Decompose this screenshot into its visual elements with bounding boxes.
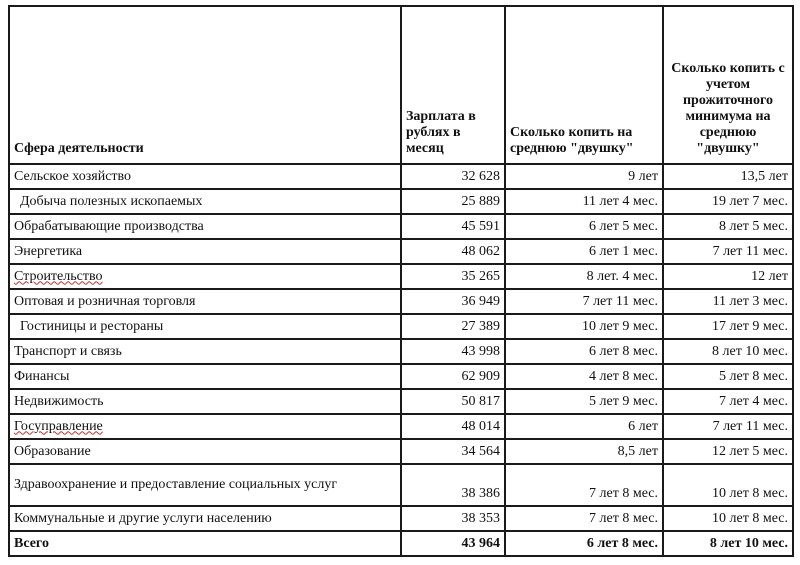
save-min-cell: 8 лет 5 мес. [663,214,793,239]
table-row [9,389,793,414]
salary-cell: 43 998 [401,339,505,364]
table-row [9,164,793,189]
save-min-cell: 10 лет 8 мес. [663,464,793,506]
salary-table [8,5,794,557]
table-row [9,414,793,439]
total-save-min: 8 лет 10 мес. [663,531,793,556]
sector-cell: Транспорт и связь [9,339,401,364]
salary-cell: 34 564 [401,439,505,464]
sector-cell: Финансы [9,364,401,389]
save-avg-cell: 8 лет. 4 мес. [505,264,663,289]
salary-cell: 45 591 [401,214,505,239]
save-avg-cell: 8,5 лет [505,439,663,464]
save-min-cell: 7 лет 11 мес. [663,239,793,264]
save-avg-cell: 5 лет 9 мес. [505,389,663,414]
sector-text-spellcheck: Госуправление [14,418,103,434]
sector-cell: Коммунальные и другие услуги населению [9,506,401,531]
sector-text-spellcheck: Строительство [14,268,103,284]
sector-cell: Сельское хозяйство [9,164,401,189]
table-row [9,239,793,264]
table-row [9,339,793,364]
save-avg-cell: 11 лет 4 мес. [505,189,663,214]
sector-cell: Добыча полезных ископаемых [9,189,401,214]
table-row [9,314,793,339]
sector-cell: Образование [9,439,401,464]
save-avg-cell: 7 лет 8 мес. [505,506,663,531]
total-save-avg: 6 лет 8 мес. [505,531,663,556]
sector-cell: Недвижимость [9,389,401,414]
table-row [9,214,793,239]
salary-cell: 25 889 [401,189,505,214]
save-min-cell: 11 лет 3 мес. [663,289,793,314]
salary-cell: 62 909 [401,364,505,389]
save-avg-cell: 6 лет 8 мес. [505,339,663,364]
sector-cell: Энергетика [9,239,401,264]
save-avg-cell: 6 лет 1 мес. [505,239,663,264]
save-avg-cell: 7 лет 11 мес. [505,289,663,314]
table-row [9,439,793,464]
total-salary: 43 964 [401,531,505,556]
sector-cell: Гостиницы и рестораны [9,314,401,339]
save-min-cell: 12 лет 5 мес. [663,439,793,464]
save-avg-cell: 6 лет 5 мес. [505,214,663,239]
table-row [9,464,793,506]
header-salary: Зарплата в рублях в месяц [401,6,505,164]
sector-cell [9,264,401,289]
save-avg-cell: 4 лет 8 мес. [505,364,663,389]
save-min-cell: 5 лет 8 мес. [663,364,793,389]
save-min-cell: 17 лет 9 мес. [663,314,793,339]
salary-cell: 48 014 [401,414,505,439]
save-avg-cell: 7 лет 8 мес. [505,464,663,506]
salary-cell: 38 353 [401,506,505,531]
save-min-cell: 8 лет 10 мес. [663,339,793,364]
sector-cell: Оптовая и розничная торговля [9,289,401,314]
salary-cell: 48 062 [401,239,505,264]
salary-cell: 27 389 [401,314,505,339]
table-row [9,364,793,389]
salary-cell: 36 949 [401,289,505,314]
save-avg-cell: 10 лет 9 мес. [505,314,663,339]
header-save-avg: Сколько копить на среднюю "двушку" [505,6,663,164]
save-min-cell: 7 лет 11 мес. [663,414,793,439]
save-min-cell: 13,5 лет [663,164,793,189]
salary-cell: 50 817 [401,389,505,414]
save-min-cell: 12 лет [663,264,793,289]
sector-cell: Обрабатывающие производства [9,214,401,239]
sector-cell [9,414,401,439]
table-row [9,506,793,531]
total-row [9,531,793,556]
table-row [9,264,793,289]
table-row [9,189,793,214]
header-save-min: Сколько копить с учетом прожиточного минимума на среднюю "двушку" [663,6,793,164]
save-min-cell: 10 лет 8 мес. [663,506,793,531]
sector-cell: Здравоохранение и предоставление социальных услуг [9,464,401,506]
save-min-cell: 19 лет 7 мес. [663,189,793,214]
salary-cell: 38 386 [401,464,505,506]
salary-cell: 32 628 [401,164,505,189]
table-row [9,289,793,314]
salary-cell: 35 265 [401,264,505,289]
total-label: Всего [9,531,401,556]
save-min-cell: 7 лет 4 мес. [663,389,793,414]
save-avg-cell: 6 лет [505,414,663,439]
save-avg-cell: 9 лет [505,164,663,189]
header-sector: Сфера деятельности [9,6,401,164]
header-row [9,6,793,164]
